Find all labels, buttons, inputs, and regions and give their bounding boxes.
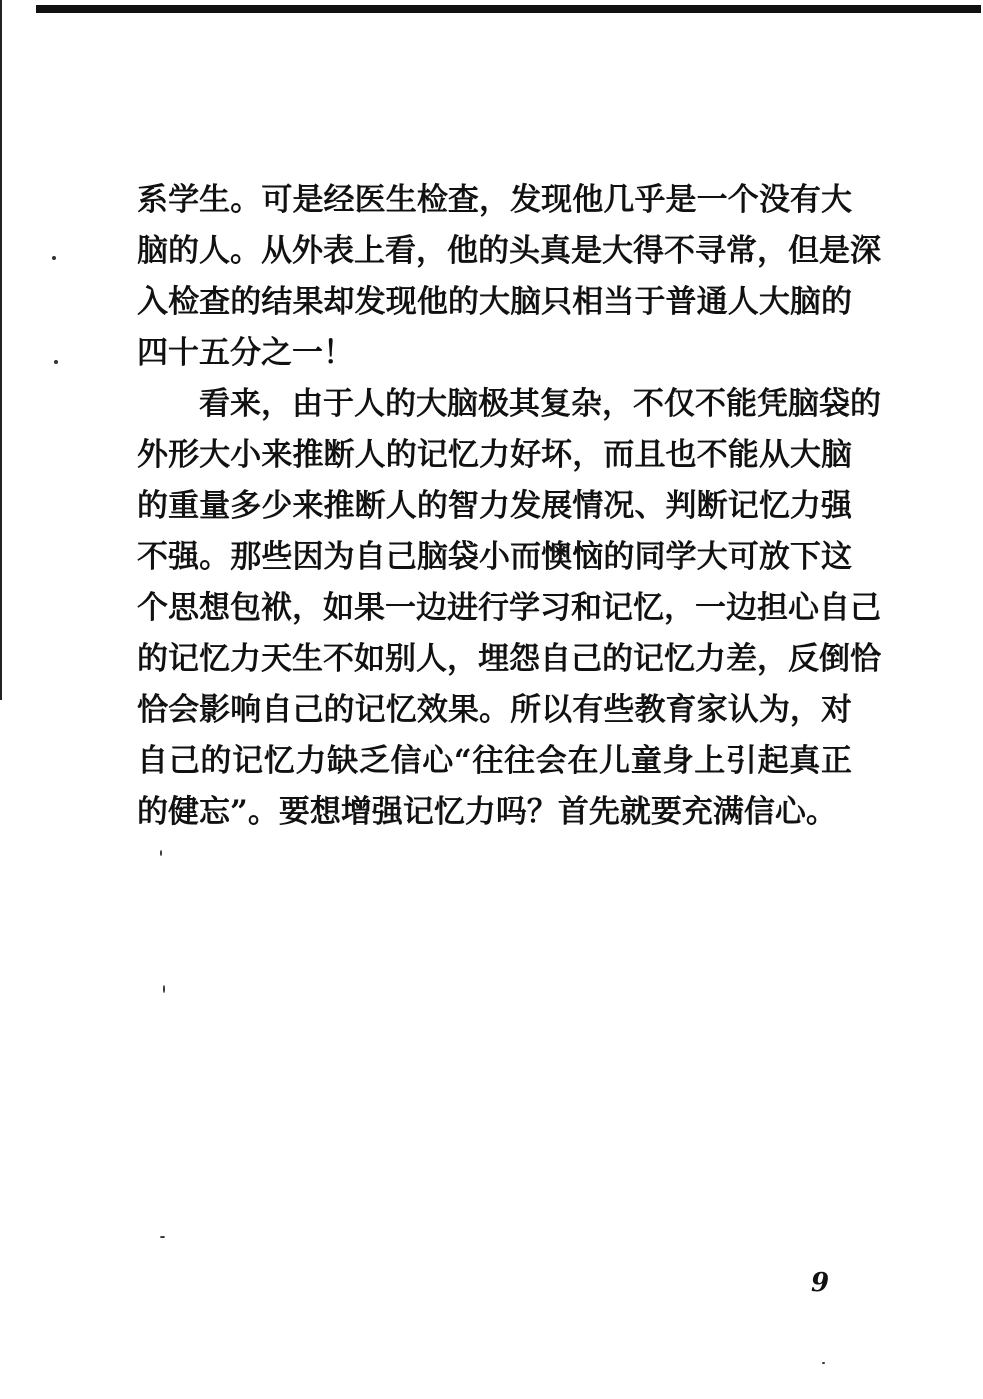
paragraph-1 [137,175,881,379]
text-line: 不强。那些因为自己脑袋小而懊恼的同学大可放下这 [137,539,852,575]
text-line: 个思想包袱，如果一边进行学习和记忆，一边担心自己 [137,590,881,626]
paragraph-2 [137,379,881,838]
text-line: 的健忘”。要想增强记忆力吗？首先就要充满信心。 [137,794,837,830]
top-border-rule [36,5,981,13]
text-line: 的重量多少来推断人的智力发展情况、判断记忆力强 [137,488,852,524]
scan-speck [52,256,56,260]
scan-speck [160,1236,165,1238]
scan-speck [160,850,162,856]
text-line: 系学生。可是经医生检查，发现他几乎是一个没有大 [137,182,852,218]
text-line: 四十五分之一！ [137,335,354,371]
text-line: 看来，由于人的大脑极其复杂，不仅不能凭脑袋的 [199,386,881,422]
text-line: 外形大小来推断人的记忆力好坏，而且也不能从大脑 [137,437,852,473]
scan-speck [163,985,165,993]
page-body-text [137,175,881,838]
text-line: 恰会影响自己的记忆效果。所以有些教育家认为，对 [137,692,852,728]
text-line: 自己的记忆力缺乏信心“往往会在儿童身上引起真正 [137,743,852,779]
text-line: 入检查的结果却发现他的大脑只相当于普通人大脑的 [137,284,852,320]
page-number: 9 [811,1268,830,1298]
scan-speck [822,1362,825,1364]
scan-speck [54,360,58,364]
left-border-rule [0,0,2,700]
text-line: 的记忆力天生不如别人，埋怨自己的记忆力差，反倒恰 [137,641,881,677]
text-line: 脑的人。从外表上看，他的头真是大得不寻常，但是深 [137,233,881,269]
